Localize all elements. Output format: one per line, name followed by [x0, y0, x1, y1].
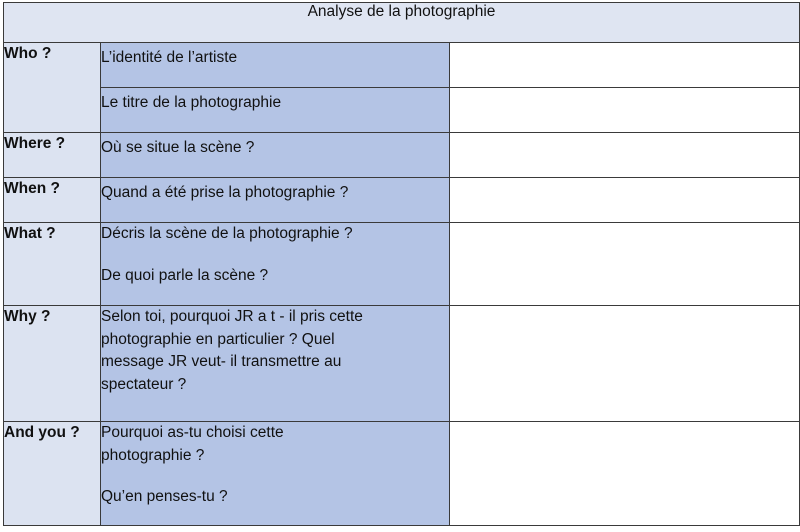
row-label-when: When ? — [4, 178, 101, 223]
table-row-when — [4, 178, 800, 223]
table-row-what — [4, 223, 800, 306]
answer-cell-why[interactable] — [450, 306, 800, 422]
photo-analysis-table — [3, 2, 800, 526]
question-cell-photo-title: Le titre de la photographie — [101, 88, 450, 133]
table-row-who — [4, 43, 800, 88]
row-label-who: Who ? — [4, 43, 101, 133]
row-label-and-you: And you ? — [4, 422, 101, 526]
question-cell-when: Quand a été prise la photographie ? — [101, 178, 450, 223]
answer-cell-what[interactable] — [450, 223, 800, 306]
question-cell-where: Où se situe la scène ? — [101, 133, 450, 178]
answer-cell-when[interactable] — [450, 178, 800, 223]
question-cell-what: Décris la scène de la photographie ? De quoi parle la scène ? — [101, 223, 450, 306]
answer-cell-photo-title[interactable] — [450, 88, 800, 133]
question-cell-and-you: Pourquoi as-tu choisi cette photographie ? Qu’en penses-tu ? — [101, 422, 450, 526]
answer-cell-where[interactable] — [450, 133, 800, 178]
table-title-text: Analyse de la photographie — [307, 3, 496, 20]
table-row-why — [4, 306, 800, 422]
table-row-where — [4, 133, 800, 178]
answer-cell-and-you[interactable] — [450, 422, 800, 526]
question-cell-why: Selon toi, pourquoi JR a t - il pris cette photographie en particulier ? Quel message JR veut- il transmettre au spectateur ? — [101, 306, 450, 422]
question-cell-artist-identity: L’identité de l’artiste — [101, 43, 450, 88]
table-row-and-you — [4, 422, 800, 526]
row-label-where: Where ? — [4, 133, 101, 178]
answer-cell-artist-identity[interactable] — [450, 43, 800, 88]
row-label-what: What ? — [4, 223, 101, 306]
table-row-who-title — [4, 88, 800, 133]
row-label-why: Why ? — [4, 306, 101, 422]
table-title — [4, 3, 800, 43]
